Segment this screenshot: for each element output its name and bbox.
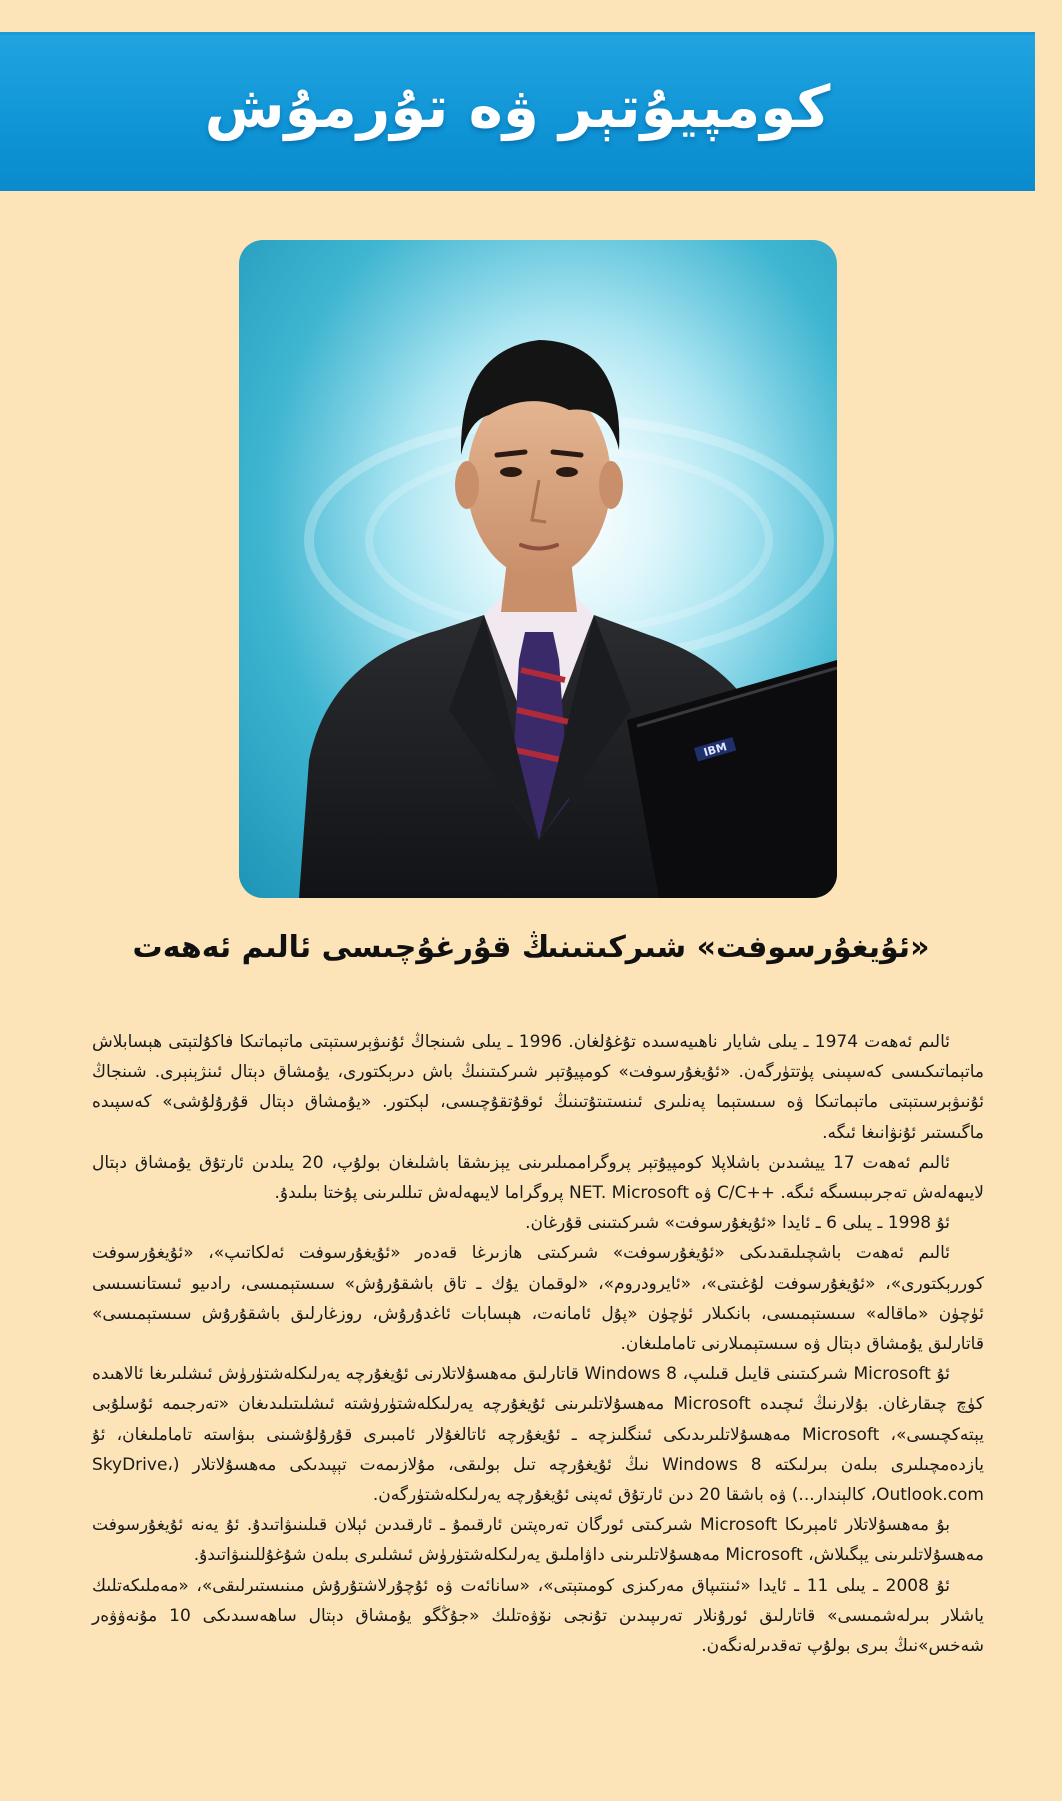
title-banner [0,32,1035,191]
magazine-column-title: كومپيۇتېر ۋە تۇرمۇش [204,73,831,141]
article-paragraph-3: ئۇ 1998 ـ يىلى 6 ـ ئايدا «ئۇيغۇرسوفت» شىركىتىنى قۇرغان. [525,1213,950,1234]
article-paragraph-1: ئالىم ئەھەت 1974 ـ يىلى شايار ناھىيەسىدە تۇغۇلغان. 1996 ـ يىلى شىنجاڭ ئۇنىۋېرسىتېتى ماتېماتىكا فاكۇلتېتى ھېسابلاش ماتېماتىكىسى كەسپىنى پۈتتۈرگەن. «ئۇيغۇرسوفت» كومپيۇتېر شىركىتىنىڭ باش دىرېكتورى، يۇمشاق دېتال ئىنژېنېرى. شىنجاڭ ئۇنىۋېرسىتېتى ماتېماتىكا ۋە سىستېما پەنلىرى ئىنستىتۇتىنىڭ ئوقۇتقۇچىسى، لېكتور. «يۇمشاق دېتال قۇرۇلۇشى» كەسپىدە ماگىستىر ئۇنۋانىغا ئىگە. [92,1032,984,1143]
article-subtitle: «ئۇيغۇرسوفت» شىركىتىنىڭ قۇرغۇچىسى ئالىم ئەھەت [132,930,930,965]
article-paragraph-5: ئۇ Microsoft شىركىتىنى قايىل قىلىپ، Windows 8 قاتارلىق مەھسۇلاتلارنى ئۇيغۇرچە يەرلىكلەشتۈرۈش ئىشلىرىغا ئالاھىدە كۈچ چىقارغان. بۇلارنىڭ ئىچىدە Microsoft مەھسۇلاتلىرىنى ئۇيغۇرچە يەرلىكلەشتۈرۈشتە ئىشلىتىلىدىغان «تەرجىمە ئۇسلۇبى يېتەكچىسى»، Microsoft مەھسۇلاتلىرىدىكى ئىنگلىزچە ـ ئۇيغۇرچە ئاتالغۇلار ئامبىرى قۇرۇلۇشىنى بىۋاستە تاماملىغان، ئۇ يازدەمچىلىرى بىلەن بىرلىكتە Windows 8 نىڭ ئۇيغۇرچە تىل بولىقى، مۇلازىمەت تېپىدىكى مەھسۇلاتلار (SkyDrive، Outlook.com، كالېندار...) ۋە باشقا 20 دىن ئارتۇق ئەپنى ئۇيغۇرچە يەرلىكلەشتۈرگەن. [92,1364,985,1506]
portrait-illustration [239,240,837,898]
article-paragraph-6: بۇ مەھسۇلاتلار ئامېرىكا Microsoft شىركىتى ئورگان تەرەپتىن ئارقىمۇ ـ ئارقىدىن ئېلان قىلىنىۋاتىدۇ. ئۇ يەنە ئۇيغۇرسوفت مەھسۇلاتلىرىنى يېگىلاش، Microsoft مەھسۇلاتلىرىنى داۋاملىق يەرلىكلەشتۈرۈش ئىشلىرى بىلەن شۇغۇللىنىۋاتىدۇ. [92,1515,984,1566]
article-paragraph-4: ئالىم ئەھەت باشچىلىقىدىكى «ئۇيغۇرسوفت» شىركىتى ھازىرغا قەدەر «ئۇيغۇرسوفت ئەلكاتىپ»، «ئۇيغۇرسوفت كوررېكتورى»، «ئۇيغۇرسوفت لۇغىتى»، «ئايرودروم»، «لوقمان يۇك ـ تاق باشقۇرۇش» سىستېمىسى، رادىيو ئىستانسىسى ئۈچۈن «ماقالە» سىستېمىسى، بانكىلار ئۈچۈن «پۇل ئامانەت، ھېسابات ئاغدۇرۇش، روزغارلىق باشقۇرۇش سىستېمىسى» قاتارلىق يۇمشاق دېتال ۋە سىستېمىلارنى تاماملىغان. [92,1243,984,1355]
article-paragraph-7: ئۇ 2008 ـ يىلى 11 ـ ئايدا «ئىنتىپاق مەركىزى كومىتېتى»، «سانائەت ۋە ئۇچۇرلاشتۇرۇش مىنىستىرلىقى»، «مەملىكەتلىك ياشلار بىرلەشمىسى» قاتارلىق ئورۇنلار تەرىپىدىن تۇنجى نۆۋەتلىك «جۇڭگو يۇمشاق دېتال ساھەسىدىكى 10 مۇنەۋۋەر شەخس»نىڭ بىرى بولۇپ تەقدىرلەنگەن. [92,1575,984,1657]
portrait-photo [239,240,837,898]
article-body [92,1027,984,1661]
laptop-logo: IBM [702,740,729,760]
article-paragraph-2: ئالىم ئەھەت 17 ييشىدىن باشلاپلا كومپيۇتېر پروگراممىلىرىنى يېزىشقا باشلىغان بولۇپ، 20 يىلدىن ئارتۇق يۇمشاق دېتال لايىھەلەش تەجرىبىسىگە ئىگە. ++C/C ۋە NET. Microsoft پروگراما لايىھەلەش تىللىرىنى پۇختا بىلىدۇ. [92,1152,984,1204]
